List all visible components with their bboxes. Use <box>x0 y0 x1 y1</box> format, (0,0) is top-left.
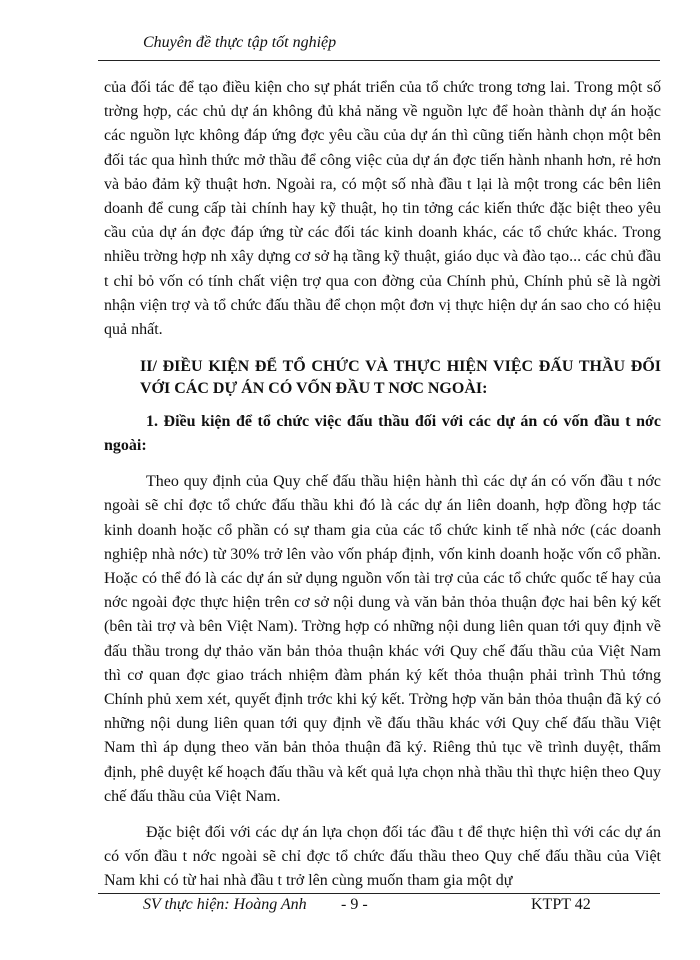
page-header-title: Chuyên đề thực tập tốt nghiệp <box>143 34 337 51</box>
page-body <box>104 76 661 894</box>
footer-author: SV thực hiện: Hoàng Anh <box>143 896 307 913</box>
body-paragraph-1: của đối tác để tạo điều kiện cho sự phát triển của tổ chức trong tơng lai. Trong một số trờng hợp, các chủ dự án không đủ khả năng về nguồn lực để hoàn thành dự án hoặc các nguồn lực không đáp ứng đợc yêu cầu của dự án thì cũng tiến hành chọn một bên đối tác qua hình thức mở thầu để công việc của dự án đợc tiến hành nhanh hơn, rẻ hơn và bảo đảm kỹ thuật hơn. Ngoài ra, có một số nhà đầu t lại là một trong các bên liên doanh để cung cấp tài chính hay kỹ thuật, họ tin tởng các kiến thức đặc biệt theo yêu cầu của dự án đợc đáp ứng từ các đối tác kinh doanh khác, các tổ chức khác. Trong nhiều trờng hợp nh xây dựng cơ sở hạ tầng kỹ thuật, giáo dục và đào tạo... các chủ đầu t chỉ bỏ vốn có tính chất viện trợ qua con đờng của Chính phủ, Chính phủ sẽ là ngời nhận viện trợ và tổ chức đấu thầu để chọn một đơn vị thực hiện dự án sao cho có hiệu quả nhất. <box>104 79 661 339</box>
footer-class-code: KTPT 42 <box>531 896 591 913</box>
subsection-heading: 1. Điều kiện để tổ chức việc đấu thầu đối với các dự án có vốn đầu t nớc ngoài: <box>104 413 661 455</box>
body-paragraph-2: Theo quy định của Quy chế đấu thầu hiện hành thì các dự án có vốn đầu t nớc ngoài sẽ chỉ đợc tổ chức đấu thầu khi đó là các dự án liên doanh, hợp đồng hợp tác kinh doanh hoặc cổ phần có sự tham gia của các tổ chức kinh tế nhà nớc (các doanh nghiệp nhà nớc) từ 30% trở lên vào vốn pháp định, vốn kinh doanh hoặc vốn cổ phần. Hoặc có thể đó là các dự án sử dụng nguồn vốn tài trợ của các tổ chức quốc tế hay của nớc ngoài đợc thực hiện trên cơ sở nội dung và văn bản thỏa thuận đợc hai bên ký kết (bên tài trợ và bên Việt Nam). Trờng hợp có những nội dung liên quan tới quy định về đấu thầu trong dự thảo văn bản thỏa thuận khác với Quy chế đấu thầu của Việt Nam thì cơ quan đợc giao trách nhiệm đàm phán ký kết thỏa thuận phải trình Thủ tớng Chính phủ xem xét, quyết định trớc khi ký kết. Trờng hợp văn bản thỏa thuận đã ký có những nội dung liên quan tới quy định về đấu thầu khác với Quy chế đấu thầu Việt Nam thì áp dụng theo văn bản thỏa thuận đã ký. Riêng thủ tục về trình duyệt, thẩm định, phê duyệt kế hoạch đấu thầu và kết quả lựa chọn nhà thầu thì thực hiện theo Quy chế đấu thầu của Việt Nam. <box>104 473 661 805</box>
section-heading: II/ ĐIỀU KIỆN ĐỂ TỔ CHỨC VÀ THỰC HIỆN VIỆC ĐẤU THẦU ĐỐI VỚI CÁC DỰ ÁN CÓ VỐN ĐẦU T NƠC NGOÀI: <box>140 358 661 398</box>
header-divider <box>98 60 660 61</box>
footer-page-number: - 9 - <box>341 896 368 913</box>
footer-divider <box>98 893 660 894</box>
body-paragraph-3: Đặc biệt đối với các dự án lựa chọn đối tác đầu t để thực hiện thì với các dự án có vốn đầu t nớc ngoài sẽ chỉ đợc tổ chức đấu thầu theo Quy chế đấu thầu của Việt Nam khi có từ hai nhà đầu t trở lên cùng muốn tham gia một dự <box>104 824 661 890</box>
